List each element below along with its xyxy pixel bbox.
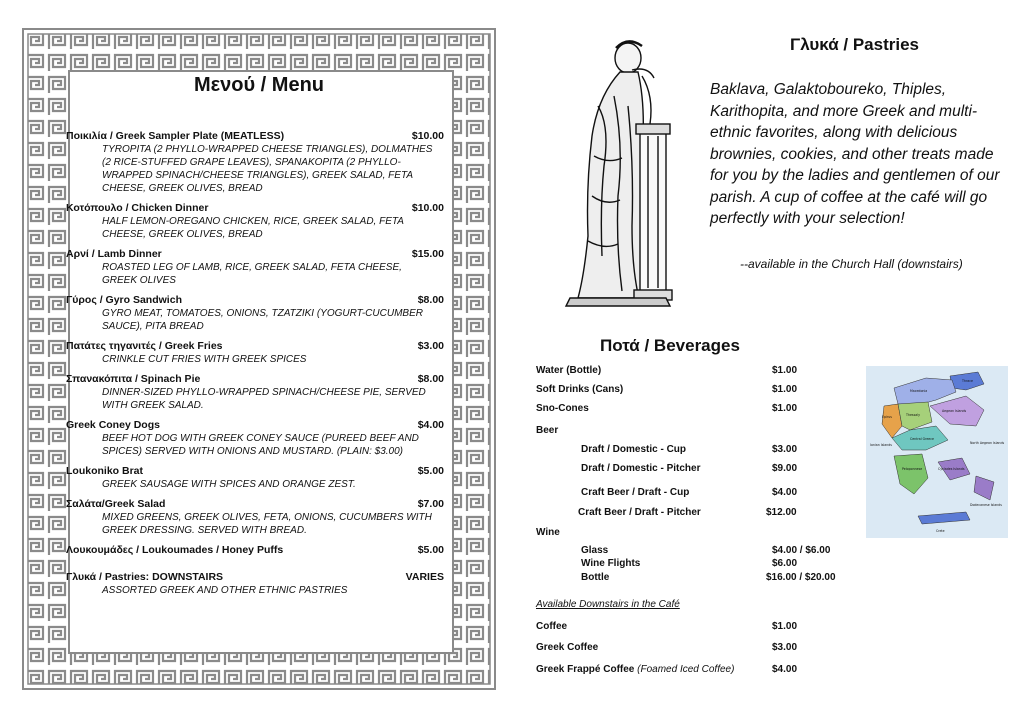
beverage-price: $12.00 (766, 507, 797, 518)
item-name: Γλυκά / Pastries: DOWNSTAIRS (66, 571, 224, 583)
item-description: CRINKLE CUT FRIES WITH GREEK SPICES (102, 354, 307, 365)
beverage-name: Water (Bottle) (536, 365, 602, 376)
item-price: $10.00 (411, 130, 444, 142)
item-description: HALF LEMON-OREGANO CHICKEN, RICE, GREEK SALAD, FETA CHEESE, GREEK OLIVES, BREAD (102, 216, 404, 240)
menu-item (66, 373, 444, 412)
item-price: $7.00 (417, 498, 444, 510)
item-price: $5.00 (417, 544, 444, 556)
item-description: ASSORTED GREEK AND OTHER ETHNIC PASTRIES (102, 585, 348, 596)
beverage-price: $16.00 / $20.00 (766, 572, 836, 583)
item-name: Αρνί / Lamb Dinner (66, 248, 162, 260)
beer-heading: Beer (536, 425, 559, 436)
beverage-name: Craft Beer / Draft - Cup (581, 487, 690, 498)
beverages-title: Ποτά / Beverages (600, 336, 740, 355)
item-price: $10.00 (411, 202, 444, 214)
beverage-price: $1.00 (772, 384, 798, 395)
menu-title: Μενού / Menu (193, 74, 325, 96)
beverage-price: $4.00 (772, 664, 798, 675)
item-description: GYRO MEAT, TOMATOES, ONIONS, TZATZIKI (YOGURT-CUCUMBER SAUCE), PITA BREAD (102, 308, 423, 332)
menu-item (66, 544, 444, 557)
beverage-name: Coffee (536, 621, 568, 632)
map-label: Thrace (962, 379, 973, 383)
beverage-price: $4.00 / $6.00 (772, 545, 831, 556)
item-name: Λουκουμάδες / Loukoumades / Honey Puffs (66, 544, 284, 556)
item-price: $5.00 (417, 465, 444, 477)
item-name: Greek Coney Dogs (66, 419, 160, 431)
item-name: Πατάτες τηγανιτές / Greek Fries (66, 340, 223, 352)
menu-item (66, 340, 444, 366)
beverage-name: Craft Beer / Draft - Pitcher (578, 507, 701, 518)
cafe-note: Available Downstairs in the Café (536, 599, 680, 610)
map-label: Central Greece (910, 437, 934, 441)
beverage-price: $1.00 (772, 403, 798, 414)
greece-map (866, 366, 1008, 538)
beverage-price: $9.00 (772, 463, 798, 474)
menu-item (66, 571, 444, 597)
beverage-price: $4.00 (772, 487, 798, 498)
frappe-name: Greek Frappé Coffee (536, 664, 635, 675)
beverage-name: Wine Flights (581, 558, 641, 569)
item-name: Loukoniko Brat (66, 465, 144, 477)
item-name: Ποικιλία / Greek Sampler Plate (MEATLESS) (66, 130, 285, 142)
beverage-name: Soft Drinks (Cans) (536, 384, 624, 395)
map-label: Aegean Islands (942, 409, 967, 413)
item-price: $8.00 (417, 294, 444, 306)
item-name: Σπανακόπιτα / Spinach Pie (66, 373, 201, 385)
frappe-subtitle: (Foamed Iced Coffee) (637, 664, 735, 675)
item-description: MIXED GREENS, GREEK OLIVES, FETA, ONIONS, CUCUMBERS WITH GREEK DRESSING. SERVED WITH BREAD. (102, 512, 432, 536)
item-description: TYROPITA (2 PHYLLO-WRAPPED CHEESE TRIANGLES), DOLMATHES (2 RICE-STUFFED GRAPE LEAVES), SPANAKOPITA (2 PHYLLO-WRAPPED SPINACH/CHEESE TRIANGLES), GREEK SALAD, FETA CHEESE, GREEK OLIVES, BREAD (102, 144, 433, 194)
menu-item (66, 248, 444, 287)
pastries-availability-note: --available in the Church Hall (downstairs) (740, 257, 963, 271)
wine-heading: Wine (536, 527, 560, 538)
map-label: Peloponnese (902, 467, 923, 471)
item-price: $4.00 (417, 419, 444, 431)
item-price: VARIES (405, 571, 444, 583)
item-price: $8.00 (417, 373, 444, 385)
item-description: DINNER-SIZED PHYLLO-WRAPPED SPINACH/CHEESE PIE, SERVED WITH GREEK SALAD. (102, 387, 426, 411)
statue-illustration (558, 36, 676, 308)
menu-item (66, 202, 444, 241)
map-label: North Aegean Islands (970, 441, 1005, 445)
item-description: GREEK SAUSAGE WITH SPICES AND ORANGE ZEST. (102, 479, 356, 490)
map-label: Crete (936, 529, 945, 533)
beverage-name: Bottle (581, 572, 610, 583)
beverage-name: Sno-Cones (536, 403, 589, 414)
beverage-name: Greek Coffee (536, 642, 599, 653)
beverage-price: $1.00 (772, 365, 798, 376)
item-name: Κοτόπουλο / Chicken Dinner (66, 202, 209, 214)
beverage-price: $3.00 (772, 444, 798, 455)
map-label: Dodecanese Islands (970, 503, 1002, 507)
item-price: $15.00 (411, 248, 444, 260)
map-label: Ionian Islands (870, 443, 892, 447)
beverage-price: $3.00 (772, 642, 798, 653)
map-label: Epirus (882, 415, 892, 419)
item-description: BEEF HOT DOG WITH GREEK CONEY SAUCE (PUREED BEEF AND SPICES) SERVED WITH ONIONS AND MUSTARD. (PLAIN: $3.00) (102, 433, 419, 457)
beverage-name: Glass (581, 545, 609, 556)
beverage-price: $6.00 (772, 558, 798, 569)
beverage-name: Draft / Domestic - Cup (581, 444, 687, 455)
beverage-price: $1.00 (772, 621, 798, 632)
menu-item (66, 130, 444, 195)
menu-item (66, 294, 444, 333)
item-name: Σαλάτα/Greek Salad (66, 498, 166, 510)
item-name: Γύρος / Gyro Sandwich (66, 294, 182, 306)
map-label: Cyclades Islands (938, 467, 965, 471)
menu-item (66, 465, 444, 491)
map-label: Thessaly (906, 413, 920, 417)
item-price: $3.00 (417, 340, 444, 352)
beverage-name-frappe (536, 664, 734, 676)
item-description: ROASTED LEG OF LAMB, RICE, GREEK SALAD, FETA CHEESE, GREEK OLIVES (102, 262, 402, 286)
pastries-title: Γλυκά / Pastries (790, 35, 920, 54)
menu-item (66, 419, 444, 458)
menu-item (66, 498, 444, 537)
pastries-description: Baklava, Galaktoboureko, Thiples, Karithopita, and more Greek and multi-ethnic favorites, along with delicious brownies, cookies, and other treats made for you by the ladies and gentlemen of our parish. A cup of coffee at the café will go perfectly with your selection! (710, 81, 1000, 227)
beverage-name: Draft / Domestic - Pitcher (581, 463, 701, 474)
menu-list (66, 130, 444, 604)
map-label: Macedonia (910, 389, 928, 393)
